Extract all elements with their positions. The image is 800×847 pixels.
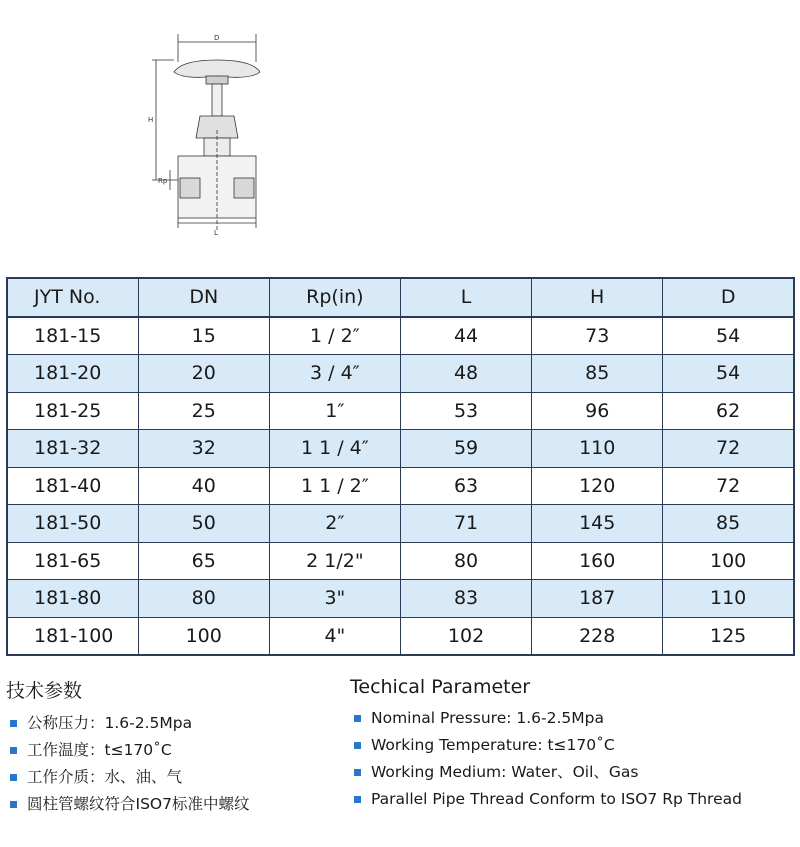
cell-dn: 40	[138, 467, 269, 505]
list-item	[350, 789, 742, 816]
cell-h: 96	[532, 392, 663, 430]
cell-h: 73	[532, 317, 663, 355]
cell-h: 145	[532, 505, 663, 543]
cell-d: 62	[663, 392, 794, 430]
cell-dn: 25	[138, 392, 269, 430]
col-header-rp: Rp(in)	[269, 278, 400, 317]
cell-rp: 3 / 4″	[269, 355, 400, 393]
list-item	[6, 794, 249, 821]
cell-h: 187	[532, 580, 663, 618]
col-header-l: L	[400, 278, 531, 317]
cell-l: 59	[400, 430, 531, 468]
cell-dn: 32	[138, 430, 269, 468]
bullet-icon	[10, 720, 17, 727]
cell-rp: 3"	[269, 580, 400, 618]
table-row	[7, 392, 794, 430]
cell-h: 228	[532, 617, 663, 655]
cell-jyt-no: 181-50	[7, 505, 138, 543]
param-text: Parallel Pipe Thread Conform to ISO7 Rp Thread	[371, 790, 742, 808]
cell-l: 48	[400, 355, 531, 393]
cell-h: 85	[532, 355, 663, 393]
cell-rp: 1 / 2″	[269, 317, 400, 355]
cell-h: 120	[532, 467, 663, 505]
table-row	[7, 542, 794, 580]
cell-jyt-no: 181-25	[7, 392, 138, 430]
bullet-icon	[354, 742, 361, 749]
cell-dn: 80	[138, 580, 269, 618]
params-cn-title: 技术参数	[6, 680, 83, 702]
cell-jyt-no: 181-20	[7, 355, 138, 393]
param-text: 圆柱管螺纹符合ISO7标准中螺纹	[27, 795, 250, 813]
bullet-icon	[354, 769, 361, 776]
list-item	[350, 708, 742, 735]
bullet-icon	[10, 747, 17, 754]
param-text: 公称压力：1.6-2.5Mpa	[27, 714, 193, 732]
params-en-section	[350, 676, 742, 816]
table-row	[7, 317, 794, 355]
cell-rp: 1 1 / 4″	[269, 430, 400, 468]
cell-l: 63	[400, 467, 531, 505]
table-row	[7, 617, 794, 655]
params-en-list	[350, 708, 742, 816]
cell-l: 80	[400, 542, 531, 580]
cell-d: 54	[663, 355, 794, 393]
col-header-dn: DN	[138, 278, 269, 317]
cell-jyt-no: 181-100	[7, 617, 138, 655]
table-row	[7, 580, 794, 618]
cell-rp: 1 1 / 2″	[269, 467, 400, 505]
cell-d: 72	[663, 467, 794, 505]
list-item	[6, 740, 249, 767]
params-en-title: Techical Parameter	[350, 676, 531, 698]
dim-label-rp: Rp	[158, 177, 168, 185]
cell-d: 72	[663, 430, 794, 468]
cell-dn: 15	[138, 317, 269, 355]
cell-jyt-no: 181-40	[7, 467, 138, 505]
col-header-h: H	[532, 278, 663, 317]
cell-jyt-no: 181-80	[7, 580, 138, 618]
cell-dn: 65	[138, 542, 269, 580]
table-row	[7, 430, 794, 468]
dim-label-d: D	[214, 34, 220, 42]
table-header-row	[7, 278, 794, 317]
params-cn-list	[6, 713, 249, 821]
cell-rp: 2″	[269, 505, 400, 543]
cell-rp: 4"	[269, 617, 400, 655]
params-cn-section	[6, 676, 249, 821]
dim-label-l: L	[214, 229, 218, 237]
cell-h: 110	[532, 430, 663, 468]
cell-d: 125	[663, 617, 794, 655]
cell-dn: 100	[138, 617, 269, 655]
cell-rp: 2 1/2"	[269, 542, 400, 580]
spec-table	[6, 277, 795, 656]
cell-jyt-no: 181-65	[7, 542, 138, 580]
cell-l: 53	[400, 392, 531, 430]
cell-dn: 20	[138, 355, 269, 393]
bullet-icon	[354, 715, 361, 722]
valve-technical-drawing	[130, 30, 260, 240]
list-item	[350, 762, 742, 789]
param-text: 工作温度：t≤170˚C	[27, 741, 172, 759]
param-text: Working Temperature: t≤170˚C	[371, 736, 615, 754]
col-header-jyt-no: JYT No.	[7, 278, 138, 317]
cell-l: 83	[400, 580, 531, 618]
list-item	[6, 713, 249, 740]
cell-l: 44	[400, 317, 531, 355]
table-row	[7, 505, 794, 543]
col-header-d: D	[663, 278, 794, 317]
param-text: Nominal Pressure: 1.6-2.5Mpa	[371, 709, 604, 727]
cell-jyt-no: 181-32	[7, 430, 138, 468]
bullet-icon	[354, 796, 361, 803]
cell-d: 110	[663, 580, 794, 618]
cell-d: 54	[663, 317, 794, 355]
cell-d: 85	[663, 505, 794, 543]
bullet-icon	[10, 774, 17, 781]
cell-l: 71	[400, 505, 531, 543]
cell-rp: 1″	[269, 392, 400, 430]
list-item	[350, 735, 742, 762]
list-item	[6, 767, 249, 794]
bullet-icon	[10, 801, 17, 808]
cell-h: 160	[532, 542, 663, 580]
dim-label-h: H	[148, 116, 154, 124]
table-row	[7, 355, 794, 393]
cell-l: 102	[400, 617, 531, 655]
cell-dn: 50	[138, 505, 269, 543]
cell-d: 100	[663, 542, 794, 580]
table-row	[7, 467, 794, 505]
cell-jyt-no: 181-15	[7, 317, 138, 355]
param-text: 工作介质：水、油、气	[27, 768, 183, 786]
param-text: Working Medium: Water、Oil、Gas	[371, 763, 639, 781]
